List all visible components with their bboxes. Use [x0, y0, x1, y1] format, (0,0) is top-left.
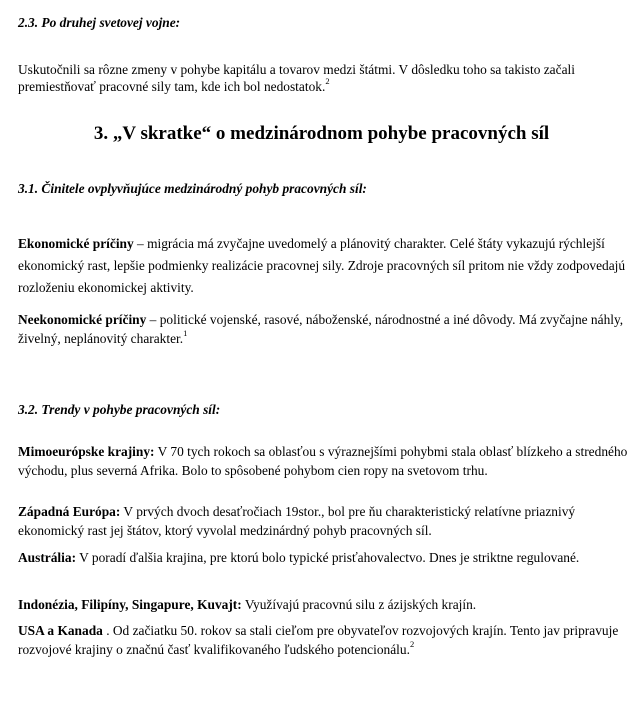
- economic-causes-paragraph: [18, 233, 628, 299]
- section-3-1-heading: 3.1. Činitele ovplyvňujúce medzinárodný pohyb pracovných síl:: [18, 181, 367, 196]
- trend-item-text: Využívajú pracovnú silu z ázijských krajín.: [241, 597, 477, 612]
- footnote-ref: 2: [325, 76, 330, 87]
- trend-item-term: Austrália:: [18, 550, 77, 565]
- trend-item-text: V 70 tych rokoch sa oblasťou s výraznejšími pohybmi stala oblasť blízkeho a stredného východu, plus severná Afrika. Bolo to spôsobené pohybom cien ropy na svetovom trhu.: [18, 444, 628, 478]
- trend-item-text: V prvých dvoch desaťročiach 19stor., bol pre ňu charakteristický relatívne priaznivý ekonomický rast jej štátov, ktorý vyvolal medzinárdný pohyb pracovných síl.: [18, 504, 576, 538]
- section-3-2-heading: 3.2. Trendy v pohybe pracovných síl:: [18, 402, 221, 417]
- chapter-3-title: 3. „V skratke“ o medzinárodnom pohybe pracovných síl: [93, 123, 550, 144]
- economic-causes-text: – migrácia má zvyčajne uvedomelý a plánovitý charakter. Celé štáty vykazujú rýchlejší ekonomický rast, lepšie podmienky realizácie pracovnej sily. Zdroje pracovných síl pritom nie vždy zodpovedajú rozloženiu ekonomickej aktivity.: [18, 236, 626, 295]
- trend-item-term: Mimoeurópske krajiny:: [18, 444, 155, 459]
- noneconomic-causes-text: – politické vojenské, rasové, náboženské, národnostné a iné dôvody. Má zvyčajne náhly, živelný, neplánovitý charakter.: [18, 312, 624, 346]
- section-2-3-paragraph: [18, 62, 628, 95]
- trend-item-non-european: [18, 443, 628, 480]
- trend-item-western-europe: [18, 503, 628, 540]
- trend-item-asia: [18, 596, 628, 615]
- trend-item-text: V poradí ďalšia krajina, pre ktorú bolo typické prisťahovalectvo. Dnes je striktne regulované.: [76, 550, 580, 565]
- section-2-3-text: Uskutočnili sa rôzne zmeny v pohybe kapitálu a tovarov medzi štátmi. V dôsledku toho sa takisto začali premiestňovať pracovné sily tam, kde ich bol nedostatok.: [18, 62, 575, 94]
- trend-item-term: Indonézia, Filipíny, Singapure, Kuvajt:: [18, 597, 242, 612]
- trend-item-australia: [18, 549, 628, 568]
- section-2-3-heading: 2.3. Po druhej svetovej vojne:: [18, 15, 181, 30]
- footnote-ref: 1: [183, 328, 188, 339]
- trend-item-term: USA a Kanada: [18, 623, 103, 638]
- trend-item-term: Západná Európa:: [18, 504, 121, 519]
- noneconomic-causes-term: Neekonomické príčiny: [18, 312, 147, 327]
- trend-item-usa-canada: [18, 622, 628, 659]
- trend-item-text: . Od začiatku 50. rokov sa stali cieľom pre obyvateľov rozvojových krajín. Tento jav pripravuje rozvojové krajiny o značnú časť kvalifikovaného ľudského potencionálu.: [18, 623, 619, 657]
- footnote-ref: 2: [409, 639, 415, 650]
- economic-causes-term: Ekonomické príčiny: [18, 236, 134, 251]
- noneconomic-causes-paragraph: [18, 311, 628, 348]
